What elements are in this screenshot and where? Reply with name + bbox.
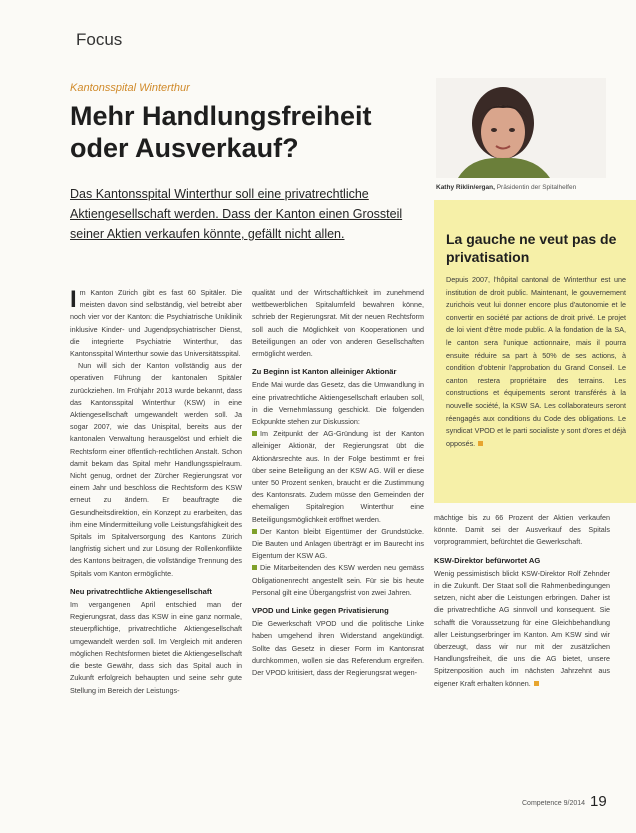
- article-title: Mehr Handlungsfreiheit oder Ausverkauf?: [70, 101, 372, 163]
- paragraph: Im Kanton Zürich gibt es fast 60 Spitäler. Die meisten davon sind selbständig, viel betreibt aber noch vier vor der Kanton: die Psychiatrische Uniklinik inklusive Kinder- und Jugendpsychiatrischer Dienst, die integrierte Psychiatrie Winterthur, das Kantonsspital Winterthur sowie das Universitätsspital.: [70, 286, 242, 359]
- subheading: Neu privatrechtliche Aktiengesellschaft: [70, 586, 212, 596]
- caption-role: Präsidentin der Spitalhelfen: [496, 184, 577, 191]
- subheading: VPOD und Linke gegen Privatisierung: [252, 606, 389, 616]
- list-item: Im Zeitpunkt der AG-Gründung ist der Kanton alleiniger Aktionär, der Regierungsrat übt die Aktionärsrechte aus. In der Folge bestimmt er frei über seine Beteiligung an der KSW AG. Will er diese unter 50 Prozent senken, braucht er die Zustimmung des Kantonsrats. Zudem müsse den Gemeinden der ehemaligen Spitalregion Winterthur eine Beteiligungsmöglichkeit eröffnet werden.: [252, 428, 424, 526]
- end-mark-icon: [478, 441, 483, 446]
- paragraph: mächtige bis zu 66 Prozent der Aktien verkaufen könnte. Damit sei der Ausverkauf des Spitals vorprogrammiert, befürchtet die Gewerkschaft.: [434, 513, 610, 547]
- paragraph: Im vergangenen April entschied man der Regierungsrat, dass das KSW in eine ganz normale, steuerpflichtige, privatrechtliche Aktiengesellschaft umgewandelt werden soll. Im Vergleich mit anderen möglichen Rechtsformen bietet die Aktiengesellschaft die beste Gewähr, dass sich das Spital auch in Zukunft erfolgreich behaupten und seine sehr gute Stellung im Bereich der Leistungs-: [70, 600, 242, 695]
- paragraph: Nun will sich der Kanton vollständig aus der operativen Führung der kantonalen Spitäler zurückziehen. Im Frühjahr 2013 wurde bekannt, dass das Kantonsspital Winterthur (KSW) in eine Aktiengesellschaft umgewandelt werden soll. Ja sogar 2007, wie das Unispital, bereits aus der kantonalen Verwaltung herausgelöst und erhielt die Rechtsform einer öffentlich-rechtlichen Anstalt. Schon damit bekam das Spital mehr Handlungsspielraum. Nicht genug, ordnet der Zürcher Regierungsrat vor einem Jahr und beschloss die Rechtsform des KSW erneut zu ändern. Er beauftragte die Gesundheitsdirektion, ein Konzept zu erarbeiten, das ihm eine Mindermitteilung volle Leistungsfähigkeit des Spitals im Spitalversorgung des Kantons Zürich langfristig sichert und zur Lösung der Rollenkonflikte des Kantons beitragen, die vollständige Trennung des Spitals vom Kanton ermöglichte.: [70, 361, 242, 578]
- portrait-illustration: [436, 78, 606, 178]
- end-mark-icon: [534, 681, 539, 686]
- section-label: Focus: [76, 30, 123, 49]
- sidebar-box-title: La gauche ne veut pas de privatisation: [446, 231, 617, 265]
- list-item: Der Kanton bleibt Eigentümer der Grundstücke. Die Bauten und Anlagen überträgt er im Baurecht ins Eigentum der KSW AG.: [252, 526, 424, 563]
- page-number: 19: [590, 793, 607, 810]
- portrait-photo: [436, 78, 606, 178]
- paragraph: Ende Mai wurde das Gesetz, das die Umwandlung in eine privatrechtliche Aktiengesellschaft erlauben soll, in die Vernehmlassung geschickt. Die folgenden Eckpunkte stehen zur Diskussion:: [252, 380, 424, 427]
- subheading: Zu Beginn ist Kanton alleiniger Aktionär: [252, 367, 397, 377]
- column-3: [434, 512, 610, 690]
- photo-caption: [436, 184, 576, 191]
- magazine-issue: Competence 9/2014: [522, 800, 586, 807]
- sidebar-box-text: Depuis 2007, l'hôpital cantonal de Winterthur est une institution de droit public. Maintenant, le gouvernement zurichois veut lui donner encore plus d'autonomie et le convertir en société par actions de droit privé. Le projet de loi vient d'être mode public. A la fondation de la SA, le canton sera l'unique actionnaire, mais il pourra ensuite réduire sa part à 50% de ses actions, à condition d'obtenir l'approbation du Grand Conseil. Le canton restera propriétaire des terrains. Les constructions et équipements seront transférés à la nouvelle société, la KSW SA. Les collaborateurs seront réengagés aux conditions du Code des obligations. Le syndicat VPOD et le parti socialiste y sont d'ores et déjà opposés.: [446, 275, 626, 448]
- paragraph: qualität und der Wirtschaftlichkeit im zunehmend wettbewerblichen Spitalumfeld bewahren könne, schrieb der Regierungsrat. Mit der neuen Rechtsform soll auch die Möglichkeit von Kooperationen und Beteiligungen an oder von anderen Gesellschaften ermöglicht werden.: [252, 288, 424, 359]
- drop-cap: I: [70, 286, 77, 313]
- list-item: Die Mitarbeitenden des KSW werden neu gemäss Obligationenrecht angestellt sein. Für sie bis heute Personal gilt eine Übergangsfrist von zwei Jahren.: [252, 562, 424, 599]
- paragraph: Die Gewerkschaft VPOD und die politische Linke haben umgehend ihren Widerstand angekündigt. Sollte das Gesetz in dieser Form im Kantonsrat durchkommen, wollen sie das Referendum ergreifen. Der VPOD kritisiert, dass der Regierungsrat wegen-: [252, 619, 424, 678]
- column-2: [252, 287, 424, 679]
- paragraph: Wenig pessimistisch blickt KSW-Direktor Rolf Zehnder in die Zukunft. Der Staat soll die Rahmenbedingungen setzen, nicht aber die Leistungen erbringen. Daher ist die privatrechtliche AG sinnvoll und konsequent. Sie schafft die Voraussetzung für eine Gleichbehandlung aller Leistungserbringer im Kanton. Am KSW sind wir überzeugt, dass wir nur mit der zusätzlichen Handlungsfreiheit, die uns die AG bietet, unsere Spitzenposition auch im nächsten Jahrzehnt aus eigener Kraft erhalten können.: [434, 568, 610, 688]
- subheading: KSW-Direktor befürwortet AG: [434, 555, 541, 565]
- article-lead: Das Kantonsspital Winterthur soll eine privatrechtliche Aktiengesellschaft werden. Dass der Kanton einen Grossteil seiner Aktien verkaufen könnte, gefällt nicht allen.: [70, 187, 403, 241]
- article-kicker: Kantonsspital Winterthur: [70, 82, 190, 94]
- column-1: [70, 287, 242, 697]
- caption-name: Kathy Riklin/ergan,: [436, 184, 495, 191]
